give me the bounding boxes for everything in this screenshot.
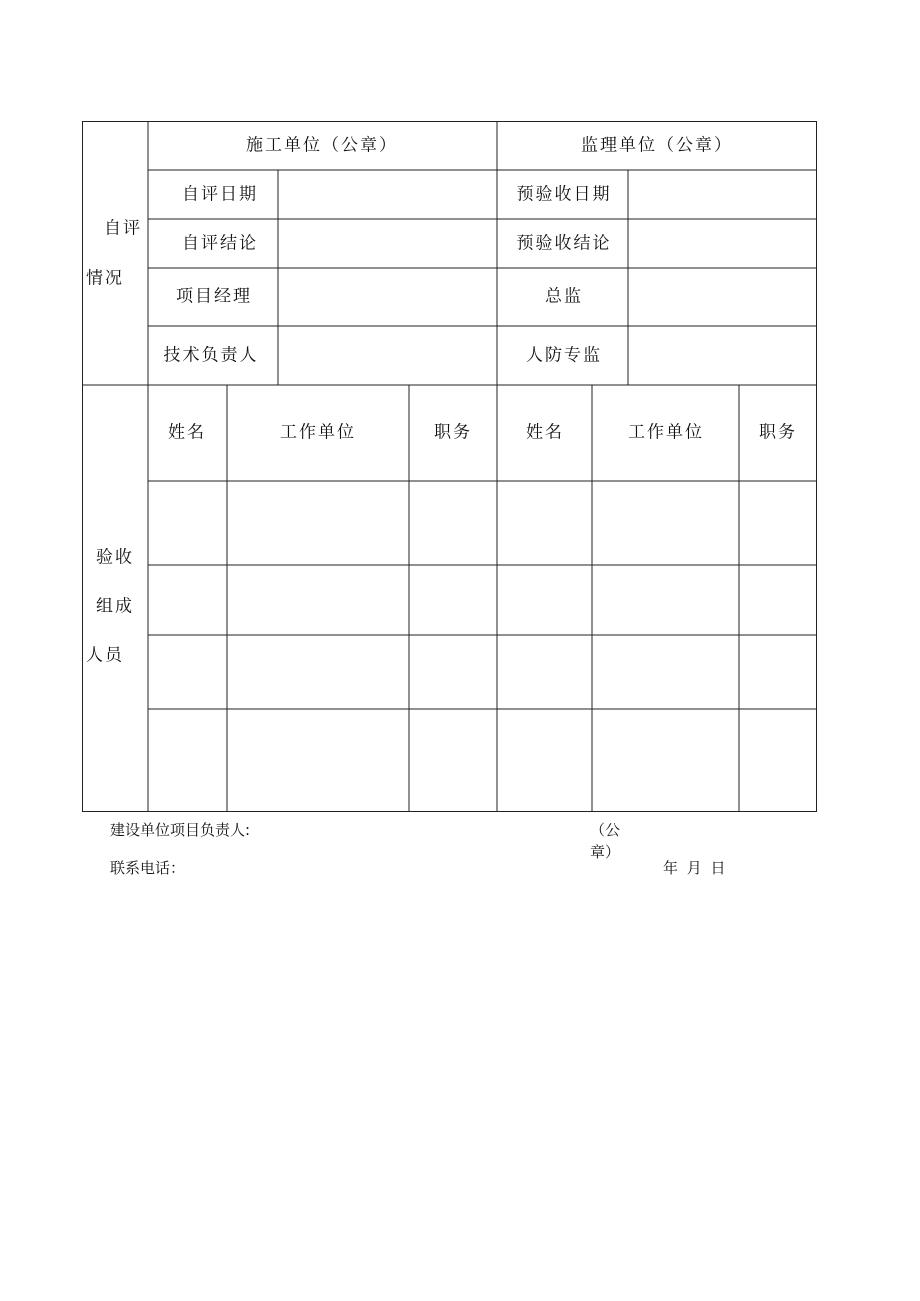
project-manager-label: 项目经理 <box>176 286 252 307</box>
construction-unit-header: 施工单位（公章） <box>246 135 398 156</box>
owner-project-lead-label: 建设单位项目负责人: <box>110 821 251 839</box>
pre-acceptance-date-label: 预验收日期 <box>516 184 612 205</box>
member-name-header-2: 姓名 <box>526 422 564 443</box>
member-work-unit-header-2: 工作单位 <box>628 422 704 443</box>
member-name-header: 姓名 <box>168 422 206 443</box>
self-eval-side-label-1: 自评 <box>104 218 142 239</box>
member-position-header: 职务 <box>434 422 472 443</box>
date-label: 年 月 日 <box>663 859 728 877</box>
seal-label-line2: 章） <box>590 843 621 861</box>
members-side-label-3: 人员 <box>86 645 124 666</box>
member-work-unit-header: 工作单位 <box>280 422 356 443</box>
member-position-header-2: 职务 <box>759 422 797 443</box>
contact-phone-label: 联系电话： <box>110 859 186 877</box>
pre-acceptance-conclusion-label: 预验收结论 <box>516 233 612 254</box>
supervision-unit-header: 监理单位（公章） <box>581 135 733 156</box>
self-eval-date-label: 自评日期 <box>182 184 258 205</box>
members-side-label-2: 组成 <box>96 596 134 617</box>
self-eval-conclusion-label: 自评结论 <box>182 233 258 254</box>
technical-lead-label: 技术负责人 <box>163 345 259 366</box>
chief-supervisor-label: 总监 <box>545 286 583 307</box>
seal-label-line1: （公 <box>590 821 621 839</box>
table-grid-lines <box>82 121 817 812</box>
acceptance-form-table <box>82 121 817 812</box>
self-eval-side-label-2: 情况 <box>86 268 124 289</box>
members-side-label-1: 验收 <box>96 547 134 568</box>
civil-defense-supervisor-label: 人防专监 <box>526 345 602 366</box>
